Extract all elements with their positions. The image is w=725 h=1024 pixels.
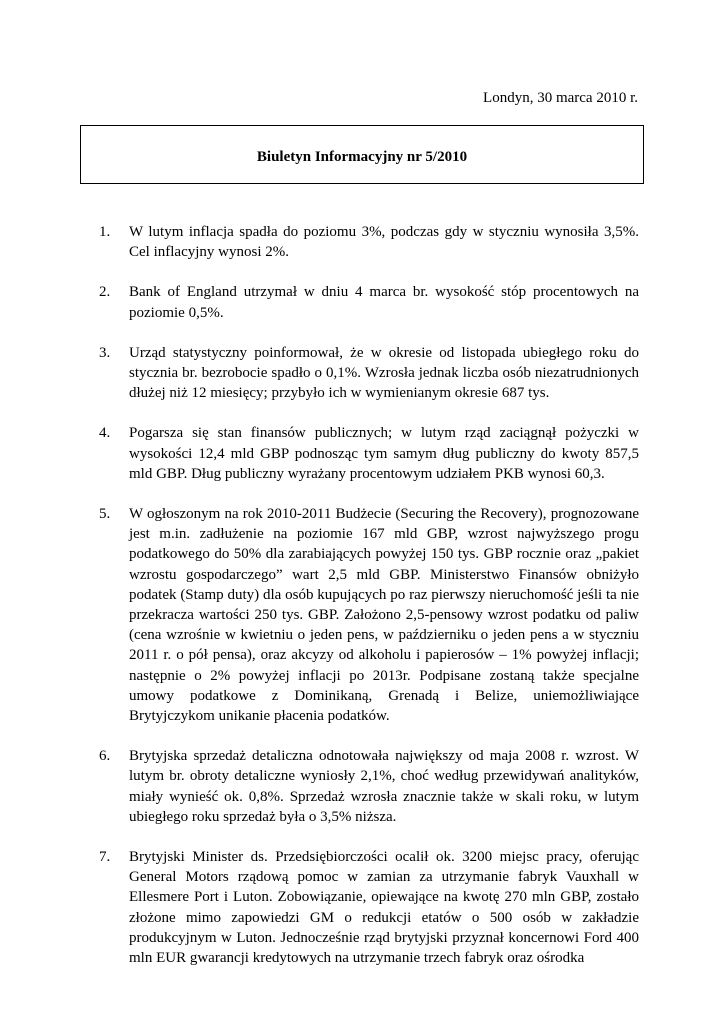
document-title: Biuletyn Informacyjny nr 5/2010 (256, 149, 468, 165)
list-item (99, 423, 639, 484)
item-number: 1. (99, 224, 111, 240)
item-number: 3. (99, 344, 111, 361)
item-number: 5. (99, 506, 111, 523)
title-box (80, 125, 644, 184)
item-text: W ogłoszonym na rok 2010-2011 Budżecie (Securing the Recovery), prognozowane jest m.in. zadłużenie na poziomie 167 mld GBP, wzrost najwyższego progu podatkowego do 50% dla zarabiających powyżej 150 tys. GBP rocznie oraz „pakiet wzrostu gospodarczego” wart 2,5 mld GBP. Ministerstwo Finansów obniżyło podatek (Stamp duty) dla osób kupujących po raz pierwszy nieruchomość jeśli ta nie przekracza wartości 250 tys. GBP. Założono 2,5-pensowy wzrost podatku od paliw (cena wzrośnie w kwietniu o jeden pens, w październiku o jeden pens a w styczniu 2011 r. o pół pensa), oraz akcyzy od alkoholu i papierosów – 1% powyżej inflacji; następnie o 2% powyżej inflacji po 2013r. Podpisane zostaną także specjalne umowy podatkowe z Dominikaną, Grenadą i Belize, uniemożliwiające Brytyjczykom unikanie płacenia podatków. (129, 506, 639, 725)
item-text: Brytyjska sprzedaż detaliczna odnotowała największy od maja 2008 r. wzrost. W lutym br. obroty detaliczne wyniosły 2,1%, choć według przewidywań analityków, miały wynieść ok. 0,8%. Sprzedaż wzrosła znacznie także w skali roku, w lutym ubiegłego roku sprzedaż była o 3,5% niższa. (129, 748, 639, 825)
item-text: Brytyjski Minister ds. Przedsiębiorczości ocalił ok. 3200 miejsc pracy, oferując General Motors rządową pomoc w zamian za utrzymanie fabryk Vauxhall w Ellesmere Port i Luton. Zobowiązanie, opiewające na kwotę 270 mln GBP, zostało złożone mimo zapowiedzi GM o redukcji etatów o 500 osób w zakładzie produkcyjnym w Luton. Jednocześnie rząd brytyjski przyznał koncernowi Ford 400 mln EUR gwarancji kredytowych na utrzymanie trzech fabryk oraz ośrodka (129, 849, 639, 967)
item-number: 2. (99, 284, 111, 301)
item-text: Pogarsza się stan finansów publicznych; w lutym rząd zaciągnął pożyczki w wysokości 12,4 mld GBP podnosząc tym samym dług publiczny do kwoty 857,5 mld GBP. Dług publiczny wyrażany procentowym udziałem PKB wynosi 60,3. (129, 425, 639, 482)
item-number: 7. (99, 849, 111, 866)
list-item (99, 222, 639, 262)
document-date: Londyn, 30 marca 2010 r. (483, 90, 638, 106)
list-item (99, 746, 639, 827)
item-text: W lutym inflacja spadła do poziomu 3%, podczas gdy w styczniu wynosiła 3,5%. Cel inflacyjny wynosi 2%. (129, 224, 639, 261)
item-text: Bank of England utrzymał w dniu 4 marca br. wysokość stóp procentowych na poziomie 0,5%. (129, 284, 639, 321)
list-item (99, 847, 639, 968)
list-item (99, 343, 639, 404)
item-text: Urząd statystyczny poinformował, że w okresie od listopada ubiegłego roku do stycznia br. bezrobocie spadło o 0,1%. Wzrosła jednak liczba osób niezatrudnionych dłużej niż 12 miesięcy; przybyło ich w wymienianym okresie 687 tys. (129, 344, 639, 402)
item-number: 4. (99, 425, 111, 442)
item-number: 6. (99, 748, 111, 765)
list-item (99, 504, 639, 726)
list-item (99, 282, 639, 322)
bulletin-items-list (99, 222, 639, 988)
